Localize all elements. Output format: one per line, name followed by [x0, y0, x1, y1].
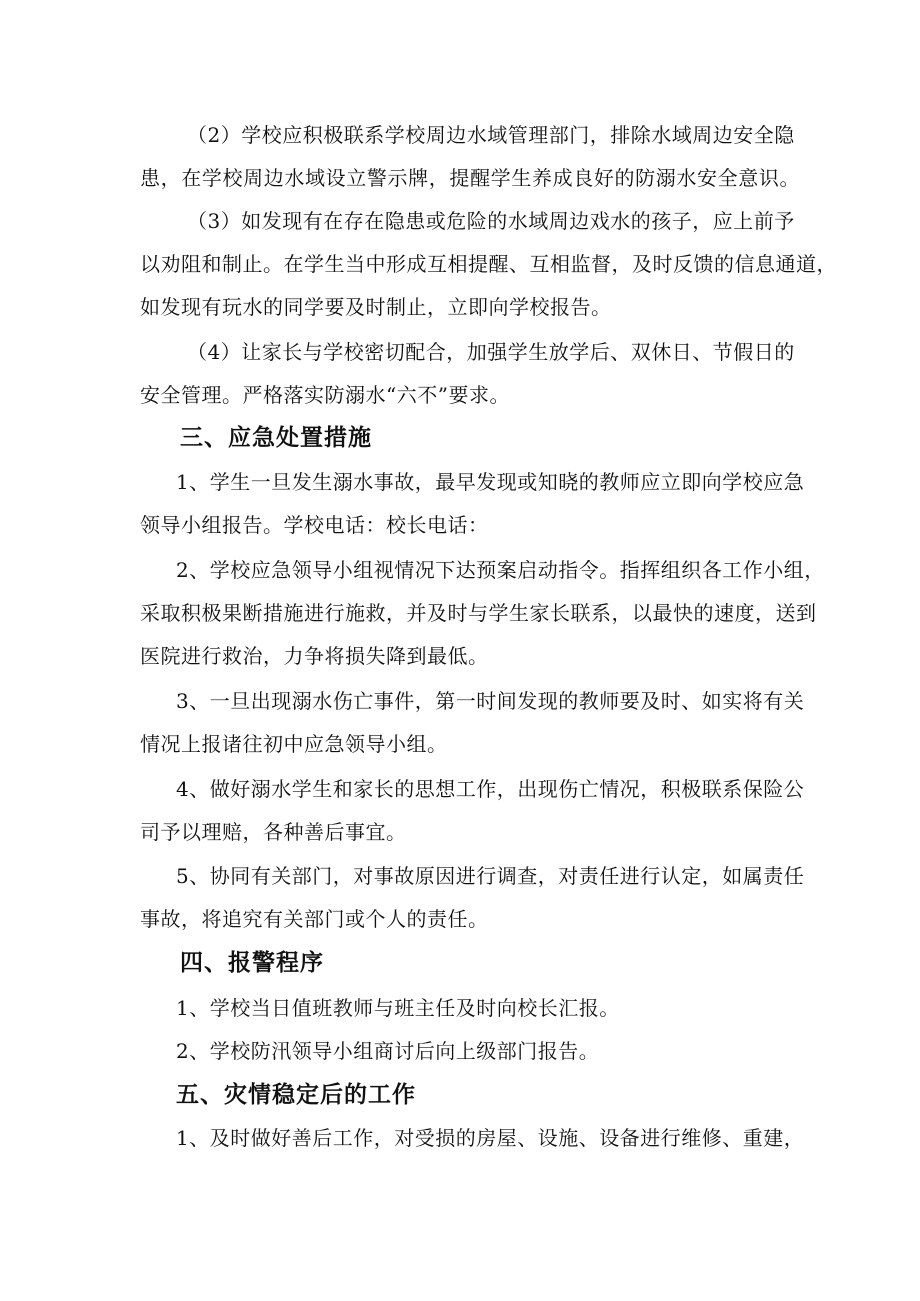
section-heading: 五、灾情稳定后的工作	[176, 1082, 416, 1108]
paragraph-line: 以劝阻和制止。在学生当中形成互相提醒、互相监督，及时反馈的信息通道，	[140, 252, 837, 276]
paragraph-line: 安全管理。严格落实防溺水“六不”要求。	[140, 383, 510, 407]
paragraph-line: 1、学生一旦发生溺水事故，最早发现或知晓的教师应立即向学校应急	[176, 470, 805, 494]
paragraph-line: 事故，将追究有关部门或个人的责任。	[140, 907, 489, 931]
paragraph-line: 1、及时做好善后工作，对受损的房屋、设施、设备进行维修、重建，	[176, 1126, 805, 1150]
paragraph-line: 5、协同有关部门，对事故原因进行调查，对责任进行认定，如属责任	[176, 864, 805, 888]
paragraph-line: 4、做好溺水学生和家长的思想工作，出现伤亡情况，积极联系保险公	[176, 777, 805, 801]
paragraph-line: 采取积极果断措施进行施救，并及时与学生家长联系，以最快的速度，送到	[140, 601, 817, 625]
paragraph-line: 情况上报诸往初中应急领导小组。	[140, 732, 448, 756]
section-heading: 三、应急处置措施	[180, 425, 372, 451]
section-heading: 四、报警程序	[180, 950, 324, 976]
paragraph-line: 如发现有玩水的同学要及时制止，立即向学校报告。	[140, 295, 612, 319]
paragraph-line: 1、学校当日值班教师与班主任及时向校长汇报。	[176, 996, 620, 1020]
paragraph-line: 医院进行救治，力争将损失降到最低。	[140, 644, 489, 668]
paragraph-line: （4）让家长与学校密切配合，加强学生放学后、双休日、节假日的	[187, 340, 795, 364]
paragraph-line: 3、一旦出现溺水伤亡事件，第一时间发现的教师要及时、如实将有关	[176, 689, 805, 713]
paragraph-line: 患，在学校周边水域设立警示牌，提醒学生养成良好的防溺水安全意识。	[140, 166, 800, 190]
paragraph-line: （2）学校应积极联系学校周边水域管理部门，排除水域周边安全隐	[187, 123, 795, 147]
paragraph-line: （3）如发现有在存在隐患或危险的水域周边戏水的孩子，应上前予	[187, 209, 795, 233]
paragraph-line: 司予以理赔，各种善后事宜。	[140, 820, 407, 844]
paragraph-line: 领导小组报告。学校电话：校长电话：	[140, 513, 489, 537]
paragraph-line: 2、学校应急领导小组视情况下达预案启动指令。指挥组织各工作小组，	[176, 558, 825, 582]
paragraph-line: 2、学校防汛领导小组商讨后向上级部门报告。	[176, 1039, 600, 1063]
